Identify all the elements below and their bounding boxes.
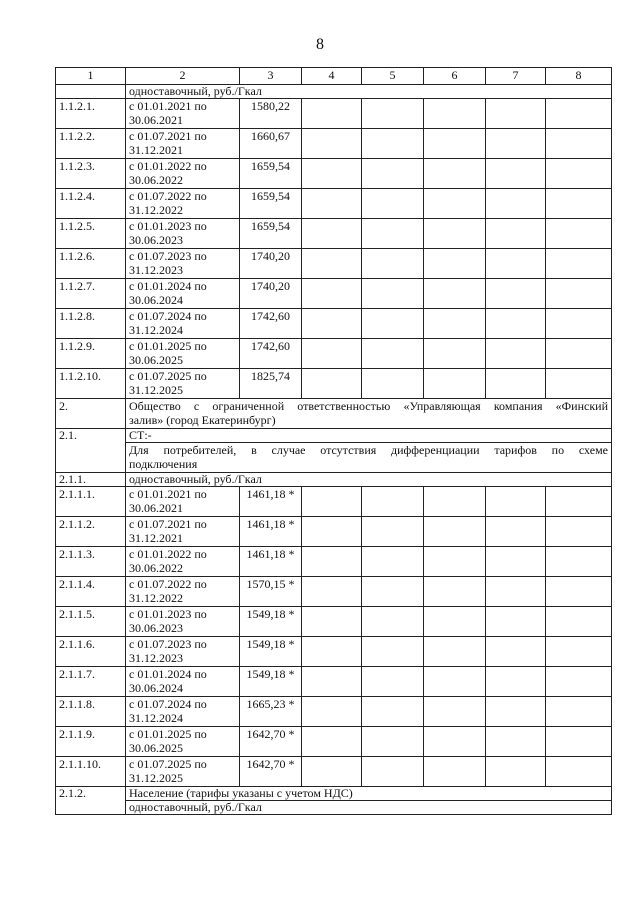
column-header: 3 (240, 68, 302, 85)
tariff-row (56, 129, 612, 159)
column-header: 1 (56, 68, 126, 85)
empty-cell (302, 577, 362, 607)
row-number: 2.1.2. (56, 787, 126, 815)
period-start: с 01.01.2023 по (129, 607, 207, 621)
period-end: 31.12.2021 (129, 143, 183, 157)
period (126, 547, 240, 577)
st-row (56, 429, 612, 443)
empty-cell (424, 727, 486, 757)
empty-cell (362, 309, 424, 339)
final-subheading: одноставочный, руб./Гкал (126, 801, 612, 815)
row-number: 1.1.2.10. (56, 369, 126, 399)
empty-cell (424, 637, 486, 667)
population-text: Население (тарифы указаны с учетом НДС) (126, 787, 612, 801)
period-end: 30.06.2025 (129, 741, 183, 755)
section-subheading-row (56, 85, 612, 99)
row-number: 1.1.2.7. (56, 279, 126, 309)
row-number: 1.1.2.5. (56, 219, 126, 249)
tariff-value: 1461,18 * (240, 517, 302, 547)
period (126, 99, 240, 129)
subheading-text: одноставочный, руб./Гкал (126, 473, 612, 487)
final-subheading-row (56, 801, 612, 815)
empty-cell (486, 219, 546, 249)
tariff-group-1 (56, 99, 612, 399)
empty-cell (546, 159, 612, 189)
empty-cell (546, 607, 612, 637)
row-number: 2.1.1.10. (56, 757, 126, 787)
empty-cell (424, 129, 486, 159)
period-end: 30.06.2021 (129, 113, 183, 127)
tariff-value: 1742,60 (240, 309, 302, 339)
period (126, 727, 240, 757)
empty-cell (424, 547, 486, 577)
tariff-row (56, 309, 612, 339)
empty-cell (362, 697, 424, 727)
tariff-row (56, 249, 612, 279)
period-start: с 01.07.2024 по (129, 309, 207, 323)
empty-cell (486, 727, 546, 757)
empty-cell (486, 339, 546, 369)
period-start: с 01.01.2024 по (129, 667, 207, 681)
period (126, 637, 240, 667)
tariff-row (56, 369, 612, 399)
empty-cell (546, 339, 612, 369)
tariff-row (56, 219, 612, 249)
empty-cell (546, 637, 612, 667)
tariff-row (56, 517, 612, 547)
period-end: 31.12.2023 (129, 651, 183, 665)
empty-cell (486, 309, 546, 339)
empty-cell (362, 249, 424, 279)
period-end: 30.06.2022 (129, 561, 183, 575)
period (126, 369, 240, 399)
empty-cell (546, 487, 612, 517)
row-number: 2.1.1.8. (56, 697, 126, 727)
empty-cell (424, 607, 486, 637)
empty-cell (362, 547, 424, 577)
empty-cell (546, 249, 612, 279)
tariff-value: 1549,18 * (240, 607, 302, 637)
period-end: 30.06.2025 (129, 353, 183, 367)
period-end: 31.12.2022 (129, 591, 183, 605)
tariff-row (56, 757, 612, 787)
empty-cell (546, 697, 612, 727)
period (126, 279, 240, 309)
tariff-row (56, 99, 612, 129)
empty-cell (424, 667, 486, 697)
empty-cell (362, 637, 424, 667)
row-number: 2.1. (56, 429, 126, 473)
empty-cell (546, 517, 612, 547)
row-number: 2.1.1.2. (56, 517, 126, 547)
empty-cell (546, 667, 612, 697)
empty-cell (362, 727, 424, 757)
period (126, 309, 240, 339)
period-end: 31.12.2025 (129, 383, 183, 397)
column-header: 4 (302, 68, 362, 85)
empty-cell (302, 757, 362, 787)
empty-cell (362, 577, 424, 607)
row-number: 2.1.1. (56, 473, 126, 487)
tariff-value: 1642,70 * (240, 727, 302, 757)
empty-cell (546, 279, 612, 309)
empty-cell (486, 607, 546, 637)
period-end: 30.06.2022 (129, 173, 183, 187)
empty-cell (486, 547, 546, 577)
period-start: с 01.07.2021 по (129, 129, 207, 143)
column-header: 7 (486, 68, 546, 85)
empty-cell (424, 487, 486, 517)
organization-name-line-1: Общество с ограниченной ответственностью «Управляющая компания «Финский (129, 399, 608, 413)
row-number: 2.1.1.3. (56, 547, 126, 577)
tariff-row (56, 697, 612, 727)
tariff-row (56, 637, 612, 667)
empty-cell (486, 697, 546, 727)
period-start: с 01.01.2023 по (129, 219, 207, 233)
period-start: с 01.07.2025 по (129, 757, 207, 771)
consumers-text (126, 443, 612, 473)
organization-name-line-2: залив» (город Екатеринбург) (129, 413, 276, 427)
empty-cell (302, 159, 362, 189)
organization-row (56, 399, 612, 429)
empty-cell (486, 249, 546, 279)
period-start: с 01.01.2022 по (129, 159, 207, 173)
tariff-row (56, 727, 612, 757)
empty-cell (302, 279, 362, 309)
empty-cell (546, 369, 612, 399)
empty-cell (486, 129, 546, 159)
empty-cell (424, 279, 486, 309)
empty-cell (486, 279, 546, 309)
empty-cell (362, 219, 424, 249)
period-start: с 01.01.2024 по (129, 279, 207, 293)
period (126, 339, 240, 369)
empty-cell (546, 219, 612, 249)
empty-cell (302, 129, 362, 159)
tariff-row (56, 607, 612, 637)
empty-cell (302, 249, 362, 279)
tariff-table (55, 67, 612, 815)
row-number: 2. (56, 399, 126, 429)
empty-cell (546, 189, 612, 219)
period-start: с 01.07.2025 по (129, 369, 207, 383)
period-start: с 01.01.2025 по (129, 727, 207, 741)
empty-cell (362, 99, 424, 129)
empty-cell (302, 189, 362, 219)
period-start: с 01.07.2022 по (129, 189, 207, 203)
tariff-value: 1740,20 (240, 279, 302, 309)
period-start: с 01.01.2025 по (129, 339, 207, 353)
row-number: 2.1.1.6. (56, 637, 126, 667)
period-end: 30.06.2023 (129, 233, 183, 247)
period-start: с 01.07.2024 по (129, 697, 207, 711)
empty-cell (424, 99, 486, 129)
row-number-cell (56, 85, 126, 99)
empty-cell (362, 607, 424, 637)
empty-cell (424, 249, 486, 279)
consumers-row (56, 443, 612, 473)
empty-cell (546, 547, 612, 577)
empty-cell (486, 667, 546, 697)
empty-cell (486, 757, 546, 787)
empty-cell (302, 339, 362, 369)
period-start: с 01.07.2023 по (129, 249, 207, 263)
empty-cell (546, 99, 612, 129)
empty-cell (486, 637, 546, 667)
period (126, 757, 240, 787)
tariff-row (56, 159, 612, 189)
tariff-value: 1549,18 * (240, 637, 302, 667)
tariff-value: 1570,15 * (240, 577, 302, 607)
empty-cell (486, 99, 546, 129)
empty-cell (486, 517, 546, 547)
period-start: с 01.01.2021 по (129, 99, 207, 113)
empty-cell (362, 487, 424, 517)
tariff-value: 1549,18 * (240, 667, 302, 697)
row-number: 1.1.2.4. (56, 189, 126, 219)
empty-cell (362, 159, 424, 189)
row-number: 1.1.2.2. (56, 129, 126, 159)
column-header: 8 (546, 68, 612, 85)
empty-cell (302, 309, 362, 339)
empty-cell (362, 339, 424, 369)
empty-cell (302, 487, 362, 517)
period (126, 697, 240, 727)
empty-cell (546, 577, 612, 607)
tariff-group-2 (56, 487, 612, 787)
empty-cell (302, 219, 362, 249)
empty-cell (362, 757, 424, 787)
period (126, 129, 240, 159)
empty-cell (302, 667, 362, 697)
empty-cell (302, 547, 362, 577)
period (126, 517, 240, 547)
consumers-text-line-1: Для потребителей, в случае отсутствия дифференциации тарифов по схеме (129, 443, 608, 457)
empty-cell (362, 667, 424, 697)
tariff-row (56, 189, 612, 219)
empty-cell (486, 189, 546, 219)
population-row (56, 787, 612, 801)
period-end: 31.12.2022 (129, 203, 183, 217)
empty-cell (546, 309, 612, 339)
tariff-row (56, 577, 612, 607)
empty-cell (486, 487, 546, 517)
period (126, 189, 240, 219)
empty-cell (424, 189, 486, 219)
empty-cell (424, 577, 486, 607)
tariff-value: 1461,18 * (240, 547, 302, 577)
page-number: 8 (316, 36, 324, 53)
consumers-text-line-2: подключения (129, 457, 198, 471)
empty-cell (424, 219, 486, 249)
row-number: 1.1.2.1. (56, 99, 126, 129)
row-number: 2.1.1.7. (56, 667, 126, 697)
section-subheading: одноставочный, руб./Гкал (126, 85, 612, 99)
period-start: с 01.01.2021 по (129, 487, 207, 501)
period-start: с 01.01.2022 по (129, 547, 207, 561)
empty-cell (362, 129, 424, 159)
period-end: 30.06.2024 (129, 681, 183, 695)
tariff-value: 1660,67 (240, 129, 302, 159)
empty-cell (424, 517, 486, 547)
row-number: 2.1.1.5. (56, 607, 126, 637)
row-number: 1.1.2.6. (56, 249, 126, 279)
organization-name (126, 399, 612, 429)
column-number-header-row (56, 68, 612, 85)
tariff-value: 1580,22 (240, 99, 302, 129)
empty-cell (362, 279, 424, 309)
empty-cell (424, 339, 486, 369)
empty-cell (486, 159, 546, 189)
tariff-row (56, 547, 612, 577)
tariff-row (56, 487, 612, 517)
tariff-value: 1825,74 (240, 369, 302, 399)
empty-cell (546, 727, 612, 757)
empty-cell (486, 577, 546, 607)
empty-cell (362, 189, 424, 219)
row-number: 1.1.2.3. (56, 159, 126, 189)
tariff-value: 1659,54 (240, 219, 302, 249)
tariff-value: 1461,18 * (240, 487, 302, 517)
empty-cell (302, 517, 362, 547)
tariff-value: 1665,23 * (240, 697, 302, 727)
period (126, 219, 240, 249)
empty-cell (424, 369, 486, 399)
tariff-value: 1742,60 (240, 339, 302, 369)
period (126, 667, 240, 697)
tariff-value: 1659,54 (240, 189, 302, 219)
empty-cell (424, 757, 486, 787)
tariff-value: 1659,54 (240, 159, 302, 189)
st-label: СТ:- (126, 429, 612, 443)
empty-cell (302, 727, 362, 757)
row-number: 1.1.2.8. (56, 309, 126, 339)
empty-cell (302, 697, 362, 727)
tariff-value: 1642,70 * (240, 757, 302, 787)
row-number: 1.1.2.9. (56, 339, 126, 369)
row-number: 2.1.1.9. (56, 727, 126, 757)
subheading-row (56, 473, 612, 487)
tariff-row (56, 339, 612, 369)
tariff-row (56, 667, 612, 697)
empty-cell (424, 697, 486, 727)
period-start: с 01.07.2023 по (129, 637, 207, 651)
period (126, 487, 240, 517)
period-end: 31.12.2025 (129, 771, 183, 785)
empty-cell (486, 369, 546, 399)
column-header: 2 (126, 68, 240, 85)
row-number: 2.1.1.1. (56, 487, 126, 517)
empty-cell (546, 757, 612, 787)
period (126, 577, 240, 607)
period-end: 30.06.2023 (129, 621, 183, 635)
column-header: 6 (424, 68, 486, 85)
empty-cell (424, 309, 486, 339)
tariff-row (56, 279, 612, 309)
empty-cell (302, 369, 362, 399)
empty-cell (424, 159, 486, 189)
period (126, 607, 240, 637)
empty-cell (362, 517, 424, 547)
empty-cell (302, 637, 362, 667)
period-end: 31.12.2023 (129, 263, 183, 277)
period (126, 249, 240, 279)
period (126, 159, 240, 189)
period-end: 31.12.2024 (129, 323, 183, 337)
period-end: 30.06.2024 (129, 293, 183, 307)
period-end: 31.12.2021 (129, 531, 183, 545)
row-number: 2.1.1.4. (56, 577, 126, 607)
empty-cell (302, 607, 362, 637)
empty-cell (546, 129, 612, 159)
column-header: 5 (362, 68, 424, 85)
tariff-value: 1740,20 (240, 249, 302, 279)
period-start: с 01.07.2022 по (129, 577, 207, 591)
tariff-table-container (55, 67, 611, 815)
period-start: с 01.07.2021 по (129, 517, 207, 531)
period-end: 30.06.2021 (129, 501, 183, 515)
empty-cell (302, 99, 362, 129)
period-end: 31.12.2024 (129, 711, 183, 725)
empty-cell (362, 369, 424, 399)
